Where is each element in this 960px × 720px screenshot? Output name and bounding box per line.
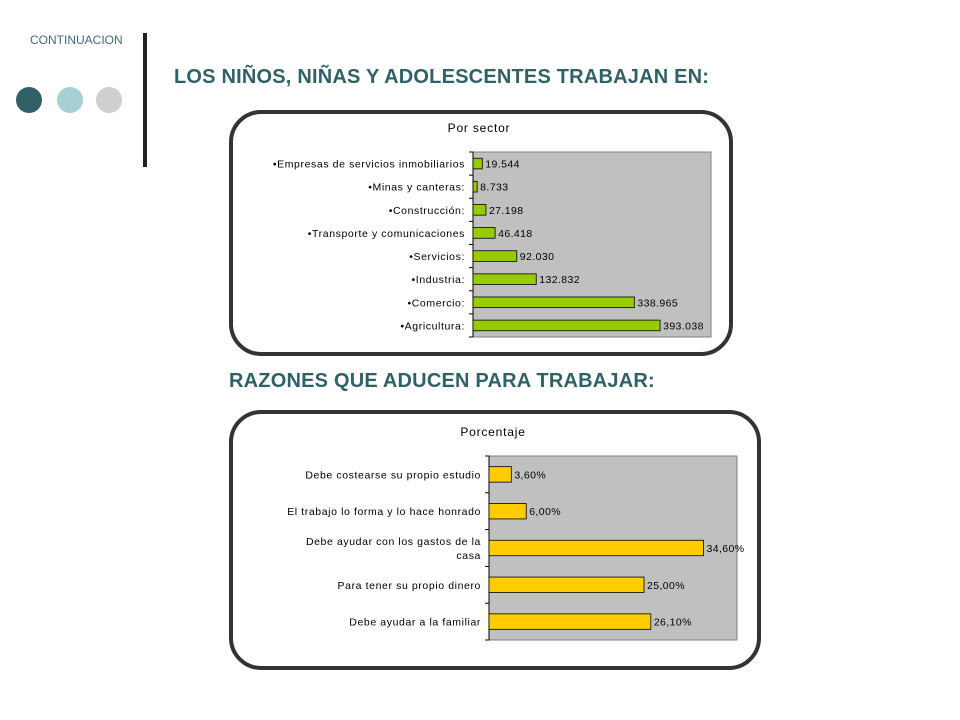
data-label: 27.198 xyxy=(488,204,524,217)
category-label: Debe ayudar a la familiar xyxy=(349,616,481,629)
category-label: El trabajo lo forma y lo hace honrado xyxy=(287,506,481,519)
category-label: Para tener su propio dinero xyxy=(337,579,481,592)
bar xyxy=(489,577,644,592)
category-label: •Empresas de servicios inmobiliarios xyxy=(272,158,465,171)
data-label: 6,00% xyxy=(529,506,561,519)
data-label: 26,10% xyxy=(653,616,692,629)
data-label: 46.418 xyxy=(498,227,533,240)
category-label: Debe ayudar con los gastos de la xyxy=(305,536,481,548)
bar xyxy=(489,503,526,518)
data-label: 338.965 xyxy=(637,297,679,310)
data-label: 25,00% xyxy=(647,579,686,592)
continuacion-label: CONTINUACION xyxy=(30,33,123,47)
chart-title: Porcentaje xyxy=(460,425,526,439)
category-label: casa xyxy=(456,550,481,562)
data-label: 3,60% xyxy=(514,469,547,482)
data-label: 34,60% xyxy=(706,543,745,555)
page-title: LOS NIÑOS, NIÑAS Y ADOLESCENTES TRABAJAN EN: xyxy=(174,66,710,88)
category-label: •Servicios: xyxy=(409,251,465,264)
category-label: •Industria: xyxy=(411,274,465,287)
category-label: •Minas y canteras: xyxy=(368,181,465,194)
category-label: •Comercio: xyxy=(407,297,465,310)
data-label: 19.544 xyxy=(485,158,520,171)
category-label: •Construcción: xyxy=(388,204,465,217)
category-label: •Transporte y comunicaciones xyxy=(307,227,465,240)
data-label: 132.832 xyxy=(539,274,580,287)
bar xyxy=(489,614,651,629)
section-title-razones: RAZONES QUE ADUCEN PARA TRABAJAR: xyxy=(229,370,655,392)
category-label: •Agricultura: xyxy=(400,320,465,333)
category-label: Debe costearse su propio estudio xyxy=(305,469,481,482)
chart-title: Por sector xyxy=(447,121,511,135)
data-label: 393.038 xyxy=(663,320,704,333)
bar xyxy=(489,540,704,555)
data-label: 92.030 xyxy=(519,251,555,264)
bar xyxy=(489,467,511,482)
data-label: 8.733 xyxy=(480,181,509,194)
